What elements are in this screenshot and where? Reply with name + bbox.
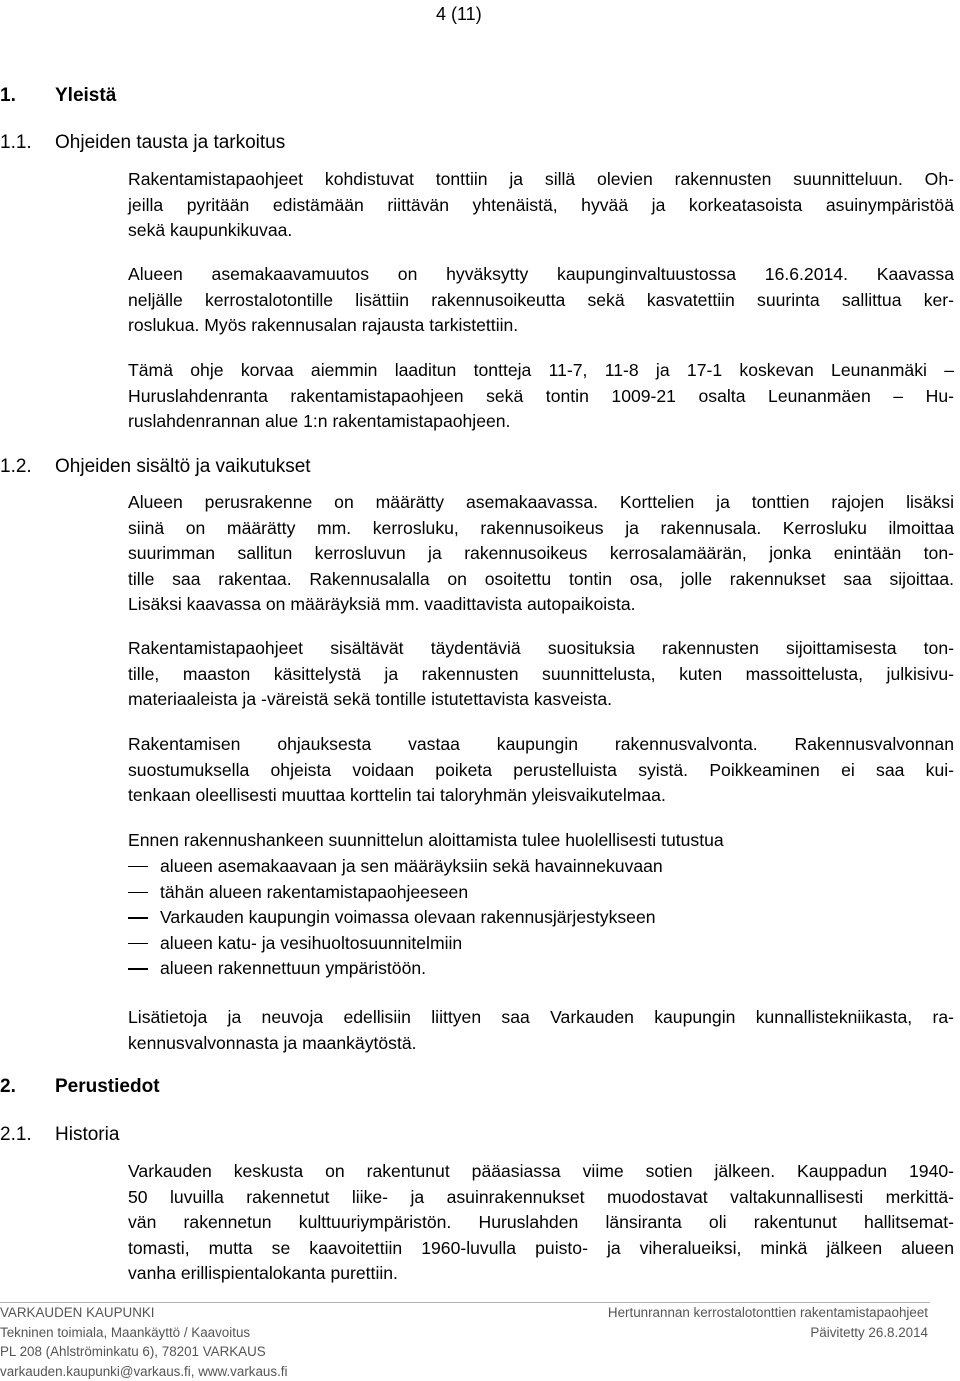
heading-tausta xyxy=(0,132,500,158)
heading-yleista xyxy=(0,85,400,111)
list-item xyxy=(128,854,954,880)
heading-sisalto xyxy=(0,456,500,482)
footer-org: VARKAUDEN KAUPUNKI xyxy=(0,1305,155,1320)
heading-text: Ohjeiden tausta ja tarkoitus xyxy=(55,132,286,153)
paragraph-perusrakenne xyxy=(128,490,954,618)
dash-bullet-icon xyxy=(128,917,148,918)
paragraph-historia xyxy=(128,1159,954,1287)
dash-bullet-icon xyxy=(128,892,148,893)
paragraph-korvaa xyxy=(128,358,954,435)
paragraph-suositukset xyxy=(128,636,954,713)
heading-historia xyxy=(0,1124,400,1150)
footer-left xyxy=(0,1303,288,1381)
heading-text: Historia xyxy=(55,1124,120,1145)
text-line: Rakentamisen ohjauksesta vastaa kaupungin rakennusvalvonta. Rakennusvalvonnan xyxy=(128,734,954,754)
dash-bullet-icon xyxy=(128,968,148,969)
text-line: Rakentamistapaohjeet sisältävät täydentäviä suosituksia rakennusten sijoittamisesta ton- xyxy=(128,638,954,658)
list-item xyxy=(128,905,954,931)
list-item xyxy=(128,956,954,982)
heading-number: 1. xyxy=(0,85,16,106)
heading-text: Yleistä xyxy=(55,85,117,106)
footer-doc-title: Hertunrannan kerrostalotonttien rakentamistapaohjeet xyxy=(607,1305,928,1320)
footer-updated: Päivitetty 26.8.2014 xyxy=(810,1324,928,1340)
text-line: tille, maaston käsittelystä ja rakennusten suunnittelusta, kuten massoittelusta, julkisivu- xyxy=(128,663,954,684)
dash-bullet-icon xyxy=(128,943,148,944)
text-line: sekä kaupunkikuvaa. xyxy=(128,220,293,241)
text-line: materiaaleista ja -väreistä sekä tontille istutettavista kasveista. xyxy=(128,689,613,710)
text-line: Varkauden keskusta on rakentunut pääasiassa viime sotien jälkeen. Kauppadun 1940- xyxy=(128,1161,954,1181)
list-item-text: alueen rakennettuun ympäristöön. xyxy=(160,958,427,979)
text-line: Tämä ohje korvaa aiemmin laaditun tontteja 11-7, 11-8 ja 17-1 koskevan Leunanmäki – xyxy=(128,360,954,380)
heading-number: 2. xyxy=(0,1076,16,1097)
text-line: tomasti, mutta se kaavoitettiin 1960-luvulla puisto- ja viheralueiksi, minkä jälkeen alueen xyxy=(128,1237,954,1258)
text-line: suurimman sallitun kerrosluvun ja rakennusoikeus kerrosalamäärän, jonka enintään ton- xyxy=(128,543,954,564)
list-item xyxy=(128,880,954,906)
text-line: Alueen perusrakenne on määrätty asemakaavassa. Korttelien ja tonttien rajojen lisäksi xyxy=(128,492,954,512)
paragraph-lisatietoja xyxy=(128,1005,954,1056)
list-item-text: alueen asemakaavaan ja sen määräyksiin sekä havainnekuvaan xyxy=(160,856,663,876)
list-item xyxy=(128,931,954,957)
text-line: vän rakennetun kulttuuriympäristön. Huruslahden länsiranta oli rakentunut hallitsemat- xyxy=(128,1212,954,1233)
text-line: kennusvalvonnasta ja maankäytöstä. xyxy=(128,1032,417,1053)
text-line: jeilla pyritään edistämään riittävän yhtenäistä, hyvää ja korkeatasoista asuinympäristöä xyxy=(128,194,954,215)
heading-number: 1.1. xyxy=(0,132,32,153)
text-line: ruslahdenrannan alue 1:n rakentamistapaohjeen. xyxy=(128,411,511,432)
text-line: Alueen asemakaavamuutos on hyväksytty kaupunginvaltuustossa 16.6.2014. Kaavassa xyxy=(128,264,954,284)
paragraph-asemakaava xyxy=(128,262,954,339)
dash-bullet-icon xyxy=(128,866,148,867)
footer-address: PL 208 (Ahlströminkatu 6), 78201 VARKAUS xyxy=(0,1344,266,1359)
list-item-text: Varkauden kaupungin voimassa olevaan rakennusjärjestykseen xyxy=(160,907,656,928)
heading-text: Perustiedot xyxy=(55,1076,160,1097)
text-line: tenkaan oleellisesti muuttaa korttelin tai taloryhmän yleisvaikutelmaa. xyxy=(128,785,666,806)
text-line: Ennen rakennushankeen suunnittelun aloittamista tulee huolellisesti tutustua xyxy=(128,830,724,850)
text-line: Huruslahdenranta rakentamistapaohjeen sekä tontin 1009-21 osalta Leunanmäen – Hu- xyxy=(128,385,954,406)
footer-dept: Tekninen toimiala, Maankäyttö / Kaavoitus xyxy=(0,1324,251,1340)
heading-perustiedot xyxy=(0,1076,400,1102)
text-line: vanha erillispientalokanta purettiin. xyxy=(128,1263,398,1284)
list-item-text: alueen katu- ja vesihuoltosuunnitelmiin xyxy=(160,932,463,953)
text-line: neljälle kerrostalotontille lisättiin rakennusoikeutta sekä kasvatettiin suurinta sallittua ker- xyxy=(128,289,954,310)
heading-text: Ohjeiden sisältö ja vaikutukset xyxy=(55,456,311,477)
text-line: suostumuksella ohjeista voidaan poiketa perustelluista syistä. Poikkeaminen ei saa kui- xyxy=(128,759,954,780)
paragraph-tutustua xyxy=(128,828,954,854)
text-line: Lisätietoja ja neuvoja edellisiin liittyen saa Varkauden kaupungin kunnallistekniikasta, ra- xyxy=(128,1007,954,1027)
footer-contact: varkauden.kaupunki@varkaus.fi, www.varkaus.fi xyxy=(0,1363,288,1379)
text-line: roslukua. Myös rakennusalan rajausta tarkistettiin. xyxy=(128,315,519,336)
reference-list xyxy=(128,854,954,982)
list-item-text: tähän alueen rakentamistapaohjeeseen xyxy=(160,881,469,902)
heading-number: 2.1. xyxy=(0,1124,32,1145)
heading-number: 1.2. xyxy=(0,456,32,477)
footer-right xyxy=(608,1303,928,1342)
text-line: 50 luvuilla rakennetut liike- ja asuinrakennukset muodostavat valtakunnallisesti merkittä- xyxy=(128,1186,954,1207)
text-line: Lisäksi kaavassa on määräyksiä mm. vaadittavista autopaikoista. xyxy=(128,594,636,615)
text-line: tille saa rakentaa. Rakennusalalla on osoitettu tontin osa, jolle rakennukset saa sijoittaa. xyxy=(128,568,954,589)
page-number: 4 (11) xyxy=(436,4,482,24)
text-line: Rakentamistapaohjeet kohdistuvat tonttiin ja sillä olevien rakennusten suunnitteluun. Oh- xyxy=(128,169,954,189)
text-line: siinä on määrätty mm. kerrosluku, rakennusoikeus ja rakennusala. Kerrosluku ilmoittaa xyxy=(128,517,954,538)
paragraph-ohjaus xyxy=(128,732,954,809)
paragraph-tarkoitus xyxy=(128,167,954,244)
